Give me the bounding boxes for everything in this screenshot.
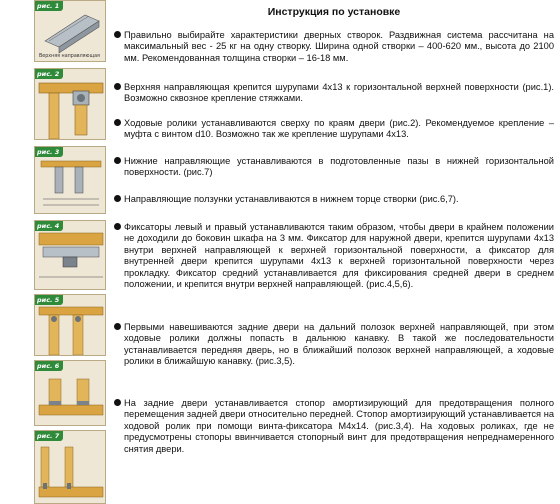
stopper-illustration <box>35 221 106 290</box>
figure-6 <box>34 360 106 426</box>
bullet-icon <box>114 83 121 90</box>
instruction-item <box>114 398 554 455</box>
bullet-icon <box>114 323 121 330</box>
roller-mount-illustration <box>35 69 106 140</box>
figure-6-label: рис. 6 <box>35 361 63 371</box>
figure-5 <box>34 294 106 356</box>
bullet-icon <box>114 195 121 202</box>
instruction-text: Фиксаторы левый и правый устанавливаются таким образом, чтобы двери в крайнем положении не доходили до боковин шкафа на 3 мм. Фиксатор для наружной двери, крепится шурупами 4x13 внутри верхней направляющей к верхней горизонтальной поверхности, а фиксатор для внутренней двери крепится шурупами 4x13 к верхней горизонтальной поверхности через прокладку. Фиксатор средний устанавливается для фиксирования средней двери в среднем положении, и крепится внутри верхней направляющей. (рис.4,5,6). <box>124 222 554 290</box>
bottom-guide-illustration <box>35 147 106 214</box>
figure-1 <box>34 0 106 62</box>
instruction-item <box>114 118 554 141</box>
figure-1-caption: Верхняя направляющая <box>39 54 100 59</box>
figure-3-label: рис. 3 <box>35 147 63 157</box>
instruction-text: Направляющие ползунки устанавливаются в нижнем торце створки (рис.6,7). <box>124 194 459 204</box>
page-title: Инструкция по установке <box>267 6 401 18</box>
bullet-icon <box>114 119 121 126</box>
instruction-text: Нижние направляющие устанавливаются в подготовленные пазы в нижней горизонтальной поверхности. (рис.7) <box>124 156 554 178</box>
bottom-rail-illustration <box>35 431 106 504</box>
instruction-item <box>114 156 554 179</box>
instructions-content <box>114 0 554 504</box>
instruction-item <box>114 82 554 105</box>
bullet-icon <box>114 157 121 164</box>
instruction-text: Первыми навешиваются задние двери на дальний полозок верхней направляющей, при этом ходовые ролики должны попасть в дальнюю канавку. В такой же последовательности устанавливается передняя дверь, но в ближайший полозок верхней направляющей, а ходовые ролики в ближайшую канавку. (рис.3,5). <box>124 322 554 367</box>
figure-7 <box>34 430 106 504</box>
figure-4 <box>34 220 106 290</box>
figure-3 <box>34 146 106 214</box>
figure-sidebar <box>0 0 106 504</box>
instruction-item <box>114 30 554 64</box>
instruction-text: Верхняя направляющая крепится шурупами 4x13 к горизонтальной верхней поверхности (рис.1). Возможно сквозное крепление стяжками. <box>124 82 554 104</box>
instruction-text: Правильно выбирайте характеристики дверных створок. Раздвижная система рассчитана на максимальный вес - 25 кг на одну створку. Ширина одной створки – 400-620 мм., высота до 2100 мм. Рекомендованная толщина створки – 16-18 мм. <box>124 30 554 63</box>
instruction-text: На задние двери устанавливается стопор амортизирующий для предотвращения полного перемещения задней двери относительно передней. Стопор амортизирующий устанавливается на ходовой ролик при помощи винта-фиксатора М4x14. (рис.3,4). На ходовых роликах, где не предусмотрены стопоры ввинчивается стопорный винт для предотвращения непреднамеренного снятия двери. <box>124 398 554 454</box>
instruction-item <box>114 222 554 290</box>
bullet-icon <box>114 31 121 38</box>
bullet-icon <box>114 223 121 230</box>
figure-7-label: рис. 7 <box>35 431 63 441</box>
instruction-item <box>114 194 554 205</box>
bullet-icon <box>114 399 121 406</box>
figure-5-label: рис. 5 <box>35 295 63 305</box>
figure-2-label: рис. 2 <box>35 69 63 79</box>
instruction-text: Ходовые ролики устанавливаются сверху по краям двери (рис.2). Рекомендуемое крепление – муфта с винтом d10. Возможно так же крепление шурупами 4x13. <box>124 118 554 140</box>
instruction-item <box>114 322 554 368</box>
figure-2 <box>34 68 106 140</box>
figure-4-label: рис. 4 <box>35 221 63 231</box>
figure-1-label: рис. 1 <box>35 1 63 11</box>
